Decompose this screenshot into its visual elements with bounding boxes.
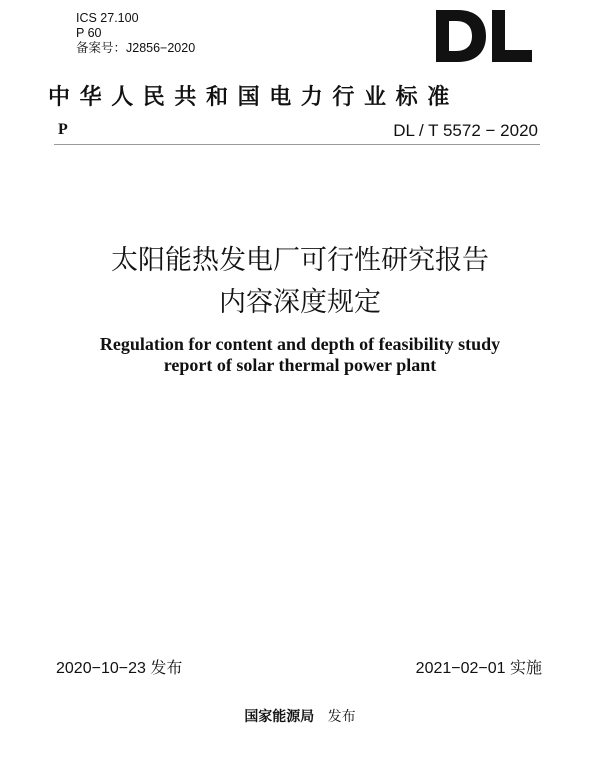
record-number: 备案号：J2856−2020 <box>76 41 196 55</box>
ics-code: ICS 27.100 <box>76 11 139 25</box>
dl-logo <box>436 10 532 62</box>
title-chinese-line-2: 内容深度规定 <box>219 287 381 318</box>
title-chinese-line-1: 太阳能热发电厂可行性研究报告 <box>111 245 489 276</box>
standard-organization-line: 中华人民共和国电力行业标准 <box>48 84 459 110</box>
publisher-line <box>0 706 600 726</box>
publisher-name: 国家能源局 <box>244 709 315 725</box>
standard-category: P <box>58 121 68 138</box>
classification-code: P 60 <box>76 26 102 40</box>
issue-date: 2020−10−23 发布 <box>56 660 183 677</box>
title-english-line-1: Regulation for content and depth of feasibility study <box>99 334 501 354</box>
publisher-suffix: 发布 <box>327 709 356 725</box>
implementation-date: 2021−02−01 实施 <box>415 660 542 677</box>
header-divider <box>54 144 540 145</box>
standard-number: DL / T 5572 − 2020 <box>393 121 538 140</box>
title-english-line-2: report of solar thermal power plant <box>163 355 437 375</box>
